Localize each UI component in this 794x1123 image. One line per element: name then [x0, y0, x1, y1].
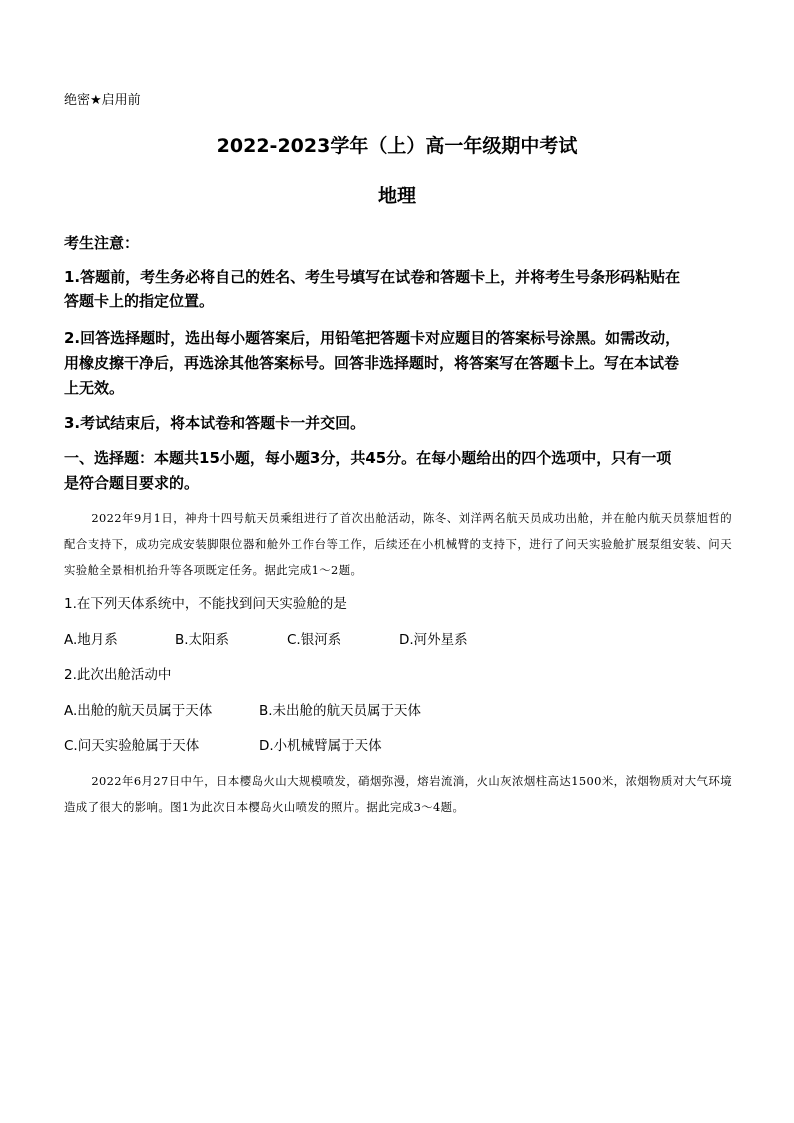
section-heading-line-1: 一、选择题：本题共15小题，每小题3分，共45分。在每小题给出的四个选项中，只有一项	[64, 449, 672, 467]
section-heading-line-2: 是符合题目要求的。	[64, 474, 200, 492]
question-1-stem: 1.在下列天体系统中，不能找到问天实验舱的是	[64, 596, 347, 612]
question-1-option-b: B.太阳系	[175, 632, 230, 648]
passage-2: 2022年6月27日中午，日本樱岛火山大规模喷发，硝烟弥漫，熔岩流淌，火山灰浓烟柱高达1500米，浓烟物质对大气环境造成了很大的影响。图1为此次日本樱岛火山喷发的照片。据此完成3～4题。	[64, 774, 732, 814]
passage-1: 2022年9月1日，神舟十四号航天员乘组进行了首次出舱活动，陈冬、刘洋两名航天员成功出舱，并在舱内航天员蔡旭哲的配合支持下，成功完成安装脚限位器和舱外工作台等工作，后续还在小机械臂的支持下，进行了问天实验舱扩展泵组安装、问天实验舱全景相机抬升等各项既定任务。据此完成1～2题。	[64, 511, 732, 577]
note-line-4: 用橡皮擦干净后，再选涂其他答案标号。回答非选择题时，将答案写在答题卡上。写在本试卷	[64, 354, 680, 372]
note-line-5: 上无效。	[64, 379, 125, 397]
note-line-3: 2.回答选择题时，选出每小题答案后，用铅笔把答题卡对应题目的答案标号涂黑。如需改动，	[64, 329, 681, 347]
question-2-stem: 2.此次出舱活动中	[64, 667, 172, 683]
note-line-6: 3.考试结束后，将本试卷和答题卡一并交回。	[64, 414, 366, 432]
note-line-1: 1.答题前，考生务必将自己的姓名、考生号填写在试卷和答题卡上，并将考生号条形码粘贴在	[64, 268, 681, 286]
question-1-option-a: A.地月系	[64, 632, 118, 648]
question-2-option-a: A.出舱的航天员属于天体	[64, 703, 213, 719]
note-line-2: 答题卡上的指定位置。	[64, 292, 215, 310]
notes-heading: 考生注意：	[64, 234, 140, 252]
question-2-option-b: B.未出舱的航天员属于天体	[259, 703, 422, 719]
question-1-option-c: C.银河系	[287, 632, 342, 648]
subject-title: 地理	[377, 185, 416, 207]
question-2-option-d: D.小机械臂属于天体	[259, 738, 382, 754]
exam-title: 2022-2023学年（上）高一年级期中考试	[216, 135, 578, 157]
question-2-option-c: C.问天实验舱属于天体	[64, 738, 200, 754]
confidential-label: 绝密★启用前	[64, 93, 141, 108]
question-1-option-d: D.河外星系	[399, 632, 468, 648]
